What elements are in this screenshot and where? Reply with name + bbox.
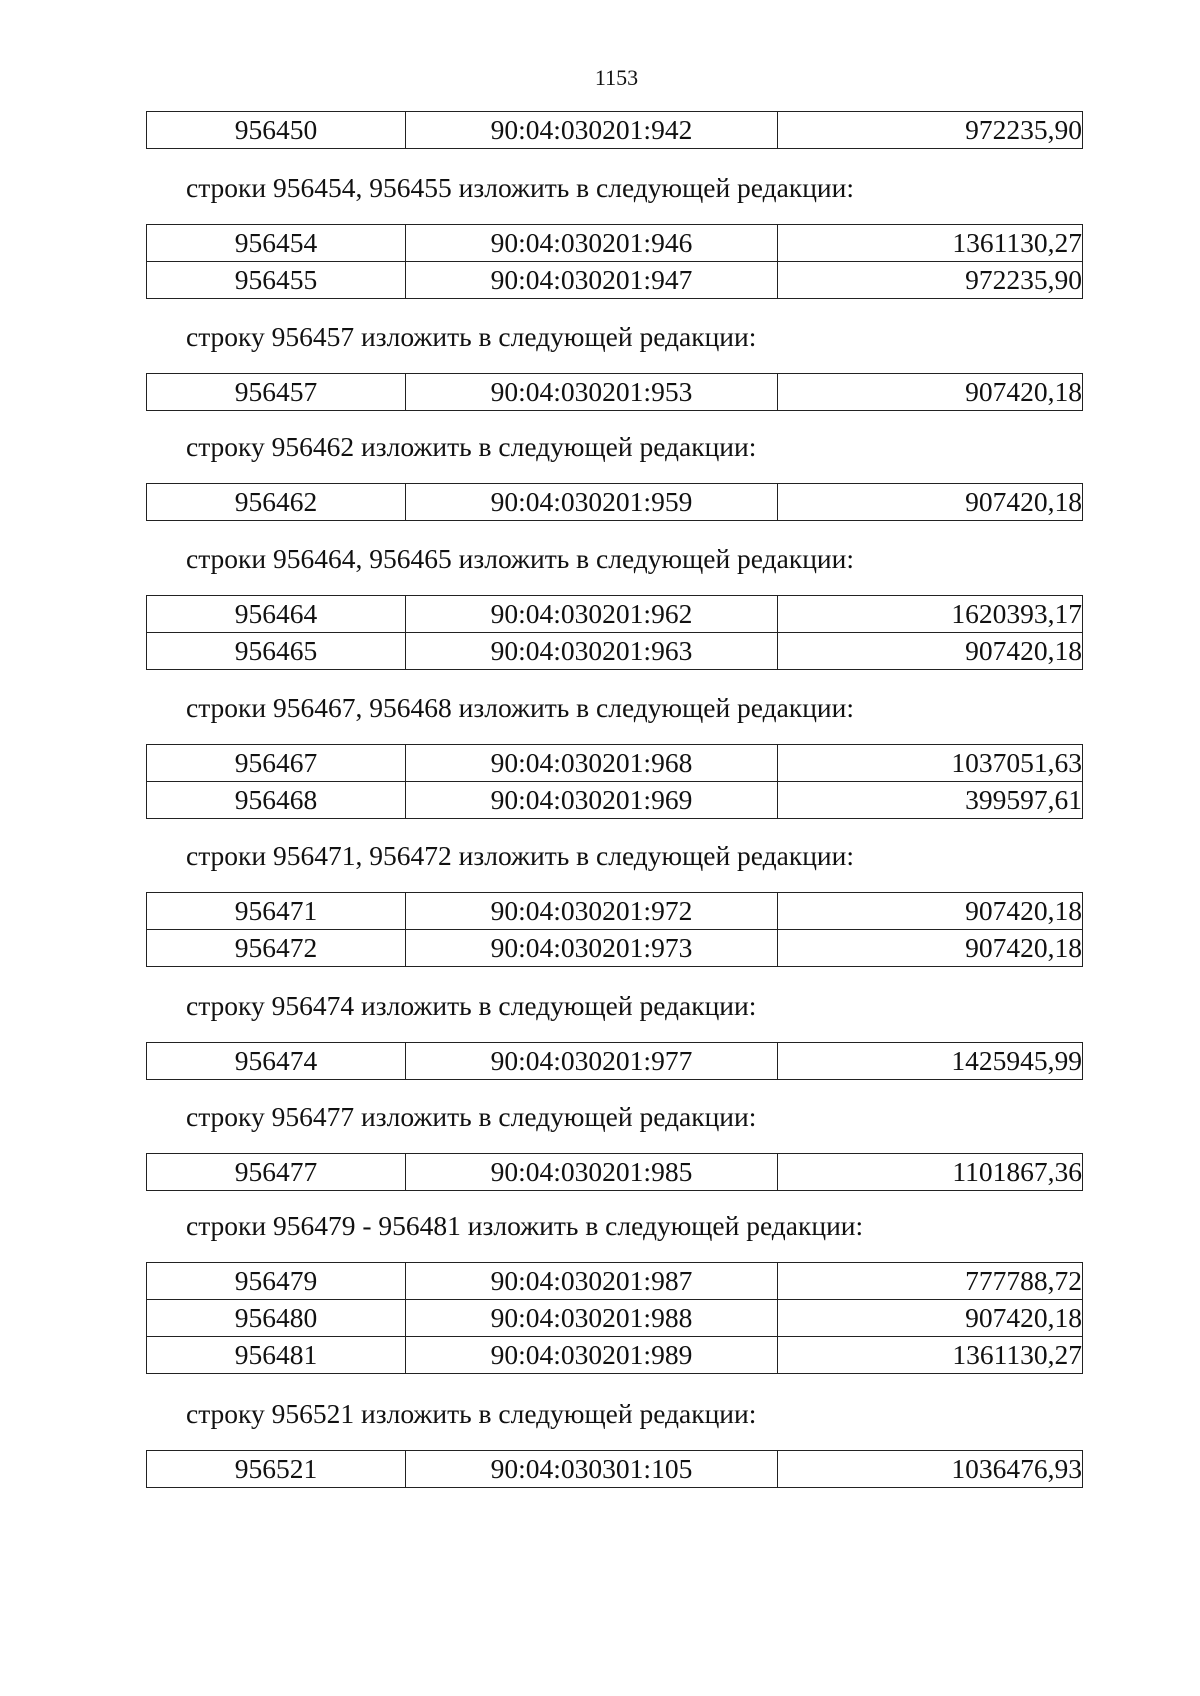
table-row <box>147 745 1083 782</box>
row-number-cell: 956462 <box>147 484 406 521</box>
cadastral-value-cell: 972235,90 <box>778 262 1083 299</box>
amendment-table <box>146 744 1083 819</box>
row-number-cell: 956479 <box>147 1263 406 1300</box>
cadastral-value-cell: 1620393,17 <box>778 596 1083 633</box>
cadastral-number-cell: 90:04:030201:963 <box>406 633 778 670</box>
cadastral-number-cell: 90:04:030201:988 <box>406 1300 778 1337</box>
cadastral-number-cell: 90:04:030301:105 <box>406 1451 778 1488</box>
cadastral-value-cell: 1361130,27 <box>778 225 1083 262</box>
amendment-instruction: строку 956521 изложить в следующей редакции: <box>186 1398 757 1429</box>
cadastral-number-cell: 90:04:030201:968 <box>406 745 778 782</box>
cadastral-number-cell: 90:04:030201:989 <box>406 1337 778 1374</box>
cadastral-number-cell: 90:04:030201:942 <box>406 112 778 149</box>
cadastral-number-cell: 90:04:030201:973 <box>406 930 778 967</box>
cadastral-value-cell: 907420,18 <box>778 633 1083 670</box>
amendment-table <box>146 111 1083 149</box>
row-number-cell: 956477 <box>147 1154 406 1191</box>
table-row <box>147 930 1083 967</box>
table-row <box>147 1451 1083 1488</box>
cadastral-number-cell: 90:04:030201:972 <box>406 893 778 930</box>
cadastral-value-cell: 907420,18 <box>778 893 1083 930</box>
cadastral-value-cell: 907420,18 <box>778 1300 1083 1337</box>
cadastral-value-cell: 1425945,99 <box>778 1043 1083 1080</box>
cadastral-number-cell: 90:04:030201:947 <box>406 262 778 299</box>
amendment-instruction: строки 956471, 956472 изложить в следующей редакции: <box>186 840 854 871</box>
amendment-instruction: строки 956467, 956468 изложить в следующей редакции: <box>186 692 854 723</box>
row-number-cell: 956481 <box>147 1337 406 1374</box>
row-number-cell: 956468 <box>147 782 406 819</box>
amendment-instruction: строки 956479 - 956481 изложить в следующей редакции: <box>186 1210 864 1241</box>
cadastral-number-cell: 90:04:030201:987 <box>406 1263 778 1300</box>
row-number-cell: 956521 <box>147 1451 406 1488</box>
cadastral-value-cell: 1101867,36 <box>778 1154 1083 1191</box>
amendment-instruction: строки 956454, 956455 изложить в следующей редакции: <box>186 172 854 203</box>
cadastral-value-cell: 907420,18 <box>778 930 1083 967</box>
cadastral-value-cell: 1361130,27 <box>778 1337 1083 1374</box>
amendment-table <box>146 373 1083 411</box>
cadastral-number-cell: 90:04:030201:962 <box>406 596 778 633</box>
row-number-cell: 956471 <box>147 893 406 930</box>
amendment-table <box>146 892 1083 967</box>
amendment-instruction: строку 956457 изложить в следующей редакции: <box>186 321 757 352</box>
row-number-cell: 956465 <box>147 633 406 670</box>
cadastral-value-cell: 1036476,93 <box>778 1451 1083 1488</box>
cadastral-number-cell: 90:04:030201:953 <box>406 374 778 411</box>
cadastral-value-cell: 777788,72 <box>778 1263 1083 1300</box>
cadastral-value-cell: 399597,61 <box>778 782 1083 819</box>
amendment-instruction: строки 956464, 956465 изложить в следующей редакции: <box>186 543 854 574</box>
cadastral-number-cell: 90:04:030201:946 <box>406 225 778 262</box>
table-row <box>147 1337 1083 1374</box>
table-row <box>147 484 1083 521</box>
cadastral-value-cell: 1037051,63 <box>778 745 1083 782</box>
cadastral-value-cell: 907420,18 <box>778 484 1083 521</box>
amendment-table <box>146 1042 1083 1080</box>
row-number-cell: 956480 <box>147 1300 406 1337</box>
table-row <box>147 225 1083 262</box>
row-number-cell: 956474 <box>147 1043 406 1080</box>
amendment-table <box>146 1153 1083 1191</box>
table-row <box>147 1154 1083 1191</box>
table-row <box>147 262 1083 299</box>
cadastral-number-cell: 90:04:030201:977 <box>406 1043 778 1080</box>
row-number-cell: 956450 <box>147 112 406 149</box>
amendment-instruction: строку 956474 изложить в следующей редакции: <box>186 990 757 1021</box>
table-row <box>147 1263 1083 1300</box>
table-row <box>147 374 1083 411</box>
row-number-cell: 956472 <box>147 930 406 967</box>
row-number-cell: 956454 <box>147 225 406 262</box>
amendment-table <box>146 1262 1083 1374</box>
table-row <box>147 1043 1083 1080</box>
cadastral-number-cell: 90:04:030201:985 <box>406 1154 778 1191</box>
cadastral-value-cell: 972235,90 <box>778 112 1083 149</box>
amendment-instruction: строку 956477 изложить в следующей редакции: <box>186 1101 757 1132</box>
table-row <box>147 1300 1083 1337</box>
table-row <box>147 633 1083 670</box>
table-row <box>147 596 1083 633</box>
cadastral-value-cell: 907420,18 <box>778 374 1083 411</box>
amendment-table <box>146 224 1083 299</box>
page-number: 1153 <box>594 65 639 90</box>
row-number-cell: 956464 <box>147 596 406 633</box>
row-number-cell: 956457 <box>147 374 406 411</box>
amendment-instruction: строку 956462 изложить в следующей редакции: <box>186 431 757 462</box>
table-row <box>147 112 1083 149</box>
amendment-table <box>146 483 1083 521</box>
row-number-cell: 956467 <box>147 745 406 782</box>
cadastral-number-cell: 90:04:030201:959 <box>406 484 778 521</box>
amendment-table <box>146 595 1083 670</box>
amendment-table <box>146 1450 1083 1488</box>
table-row <box>147 782 1083 819</box>
row-number-cell: 956455 <box>147 262 406 299</box>
cadastral-number-cell: 90:04:030201:969 <box>406 782 778 819</box>
table-row <box>147 893 1083 930</box>
